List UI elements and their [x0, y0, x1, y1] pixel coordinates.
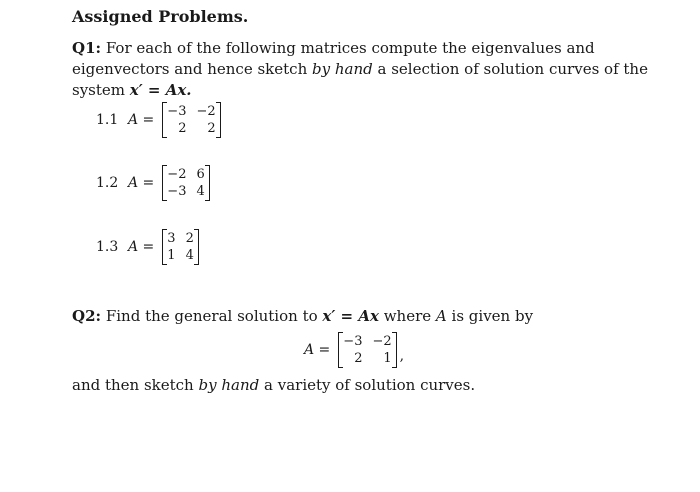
q2-var: A [435, 307, 447, 325]
matrix-label: A = [128, 175, 155, 191]
matrix-label: A = [128, 239, 155, 255]
matrix-cell: 4 [196, 184, 205, 199]
matrix-item [96, 229, 199, 265]
q1-paragraph [72, 38, 662, 101]
q2-label: Q2: [72, 307, 102, 325]
matrix-cell: 2 [354, 351, 363, 366]
matrix [338, 332, 396, 368]
q2-paragraph [72, 306, 662, 327]
matrix-label: A = [304, 342, 331, 358]
q2-display-equation [304, 332, 404, 368]
q1-equation: x′ = Ax. [129, 81, 192, 99]
trailing-comma: , [399, 348, 405, 364]
matrix-cell: 2 [207, 121, 216, 136]
closing-text-a: and then sketch [72, 376, 194, 394]
matrix-cell: −3 [343, 334, 363, 349]
q1-label: Q1: [72, 39, 102, 57]
matrix-cell: 1 [383, 351, 392, 366]
matrix-cell: 4 [185, 248, 194, 263]
matrix-cell: 3 [167, 231, 176, 246]
closing-italic: by hand [198, 376, 260, 394]
matrix-cell: 1 [167, 248, 176, 263]
matrix-item [96, 165, 210, 201]
matrix [162, 165, 209, 201]
matrix [162, 102, 220, 138]
matrix-number: 1.3 [96, 239, 119, 255]
matrix-cell: −2 [167, 167, 187, 182]
matrix-cell: −2 [372, 334, 392, 349]
matrix-number: 1.1 [96, 112, 119, 128]
page-heading: Assigned Problems. [72, 7, 249, 26]
matrix-cell: 2 [185, 231, 194, 246]
q1-text-a: For each of the following matrices compute the eigenvalues and eigenvectors and hence sketch [72, 39, 595, 78]
q2-text-a: Find the general solution to [105, 307, 318, 325]
closing-text-b: a variety of solution curves. [264, 376, 476, 394]
q2-text-b: where [383, 307, 432, 325]
q1-italic: by hand [312, 60, 373, 78]
matrix-cell: 6 [196, 167, 205, 182]
matrix-label: A = [128, 112, 155, 128]
matrix-cell: 2 [178, 121, 187, 136]
q1-text-b: a selection of solution curves of the system [72, 60, 648, 99]
q2-equation: x′ = Ax [322, 307, 379, 325]
q2-text-c: is given by [451, 307, 534, 325]
closing-paragraph [72, 375, 662, 396]
matrix-number: 1.2 [96, 175, 119, 191]
matrix-cell: −3 [167, 104, 187, 119]
matrix-cell: −3 [167, 184, 187, 199]
matrix [162, 229, 199, 265]
matrix-cell: −2 [196, 104, 216, 119]
matrix-item [96, 102, 221, 138]
